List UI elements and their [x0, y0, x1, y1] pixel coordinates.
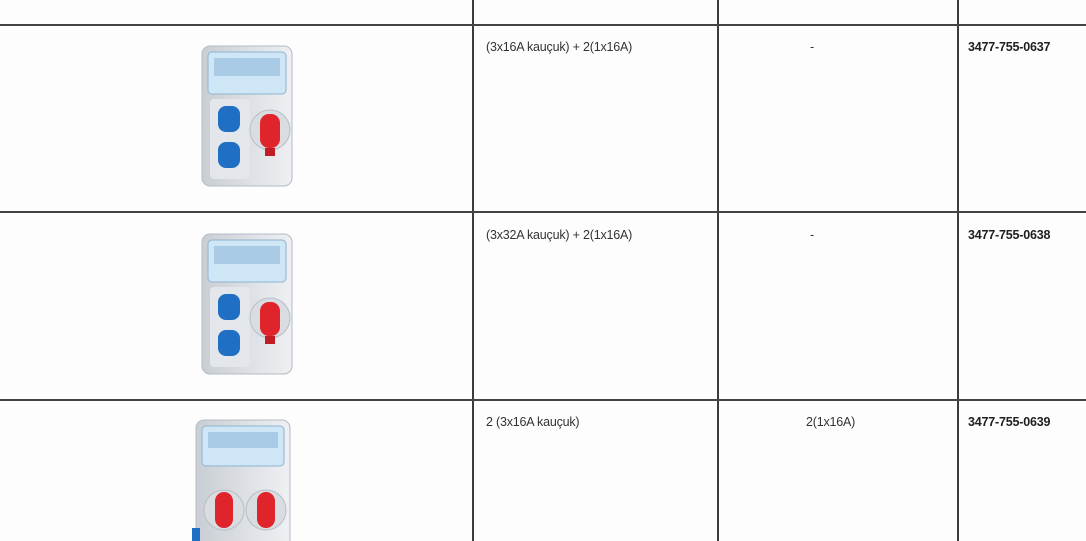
- column-divider: [957, 0, 959, 541]
- table-cell-product-code: 3477-755-0639: [968, 415, 1051, 429]
- table-cell-product-code: 3477-755-0637: [968, 40, 1051, 54]
- table-cell-description: (3x32A kauçuk) + 2(1x16A): [486, 228, 633, 242]
- product-image-socket-box: [190, 418, 300, 541]
- row-divider: [0, 399, 1086, 401]
- column-divider: [717, 0, 719, 541]
- product-image-socket-box: [198, 44, 303, 194]
- row-divider: [0, 211, 1086, 213]
- table-cell-description: (3x16A kauçuk) + 2(1x16A): [486, 40, 633, 54]
- column-divider: [472, 0, 474, 541]
- table-cell-secondary: 2(1x16A): [806, 415, 856, 429]
- row-divider: [0, 24, 1086, 26]
- table-cell-description: 2 (3x16A kauçuk): [486, 415, 580, 429]
- product-image-socket-box: [198, 232, 303, 382]
- table-cell-secondary: -: [810, 228, 814, 242]
- table-cell-product-code: 3477-755-0638: [968, 228, 1051, 242]
- table-cell-secondary: -: [810, 40, 814, 54]
